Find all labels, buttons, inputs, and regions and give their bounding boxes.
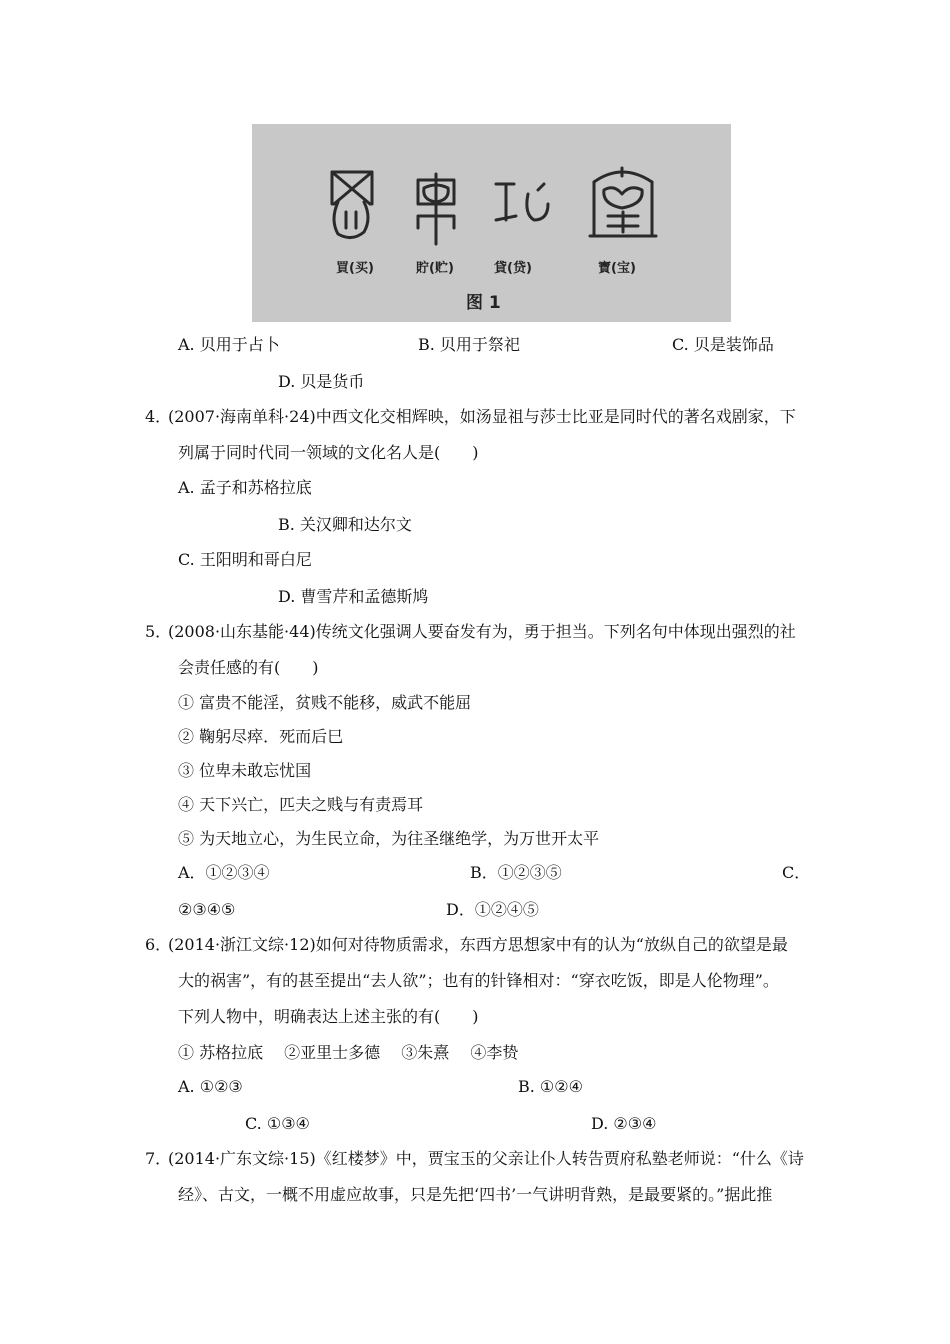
q5-item-3: ③ 位卑未敢忘忧国 [178, 761, 312, 780]
q6-stem-line2: 大的祸害”，有的甚至提出“去人欲”；也有的针锋相对：“穿衣吃饭，即是人伦物理”。 [178, 971, 779, 990]
q6-number: 6． [145, 935, 172, 954]
q4-option-d: D. 曹雪芹和孟德斯鸠 [278, 587, 429, 606]
figure-caption: 图 1 [466, 293, 501, 313]
figure-char-label-4: 寶(宝) [598, 261, 636, 276]
q3-option-b: B. 贝用于祭祀 [418, 335, 520, 354]
q3-option-c: C. 贝是装饰品 [672, 335, 774, 354]
q6-option-a: A. ①②③ [178, 1077, 243, 1096]
figure-char-label-3: 貸(贷) [494, 261, 532, 276]
q4-option-c: C. 王阳明和哥白尼 [178, 550, 312, 569]
q3-option-a: A. 贝用于占卜 [178, 335, 280, 354]
q6-items: ① 苏格拉底 ②亚里士多德 ③朱熹 ④李贽 [178, 1043, 519, 1062]
q5-option-b: B．①②③⑤ [470, 863, 562, 882]
q3-option-d: D. 贝是货币 [278, 372, 365, 391]
q7-stem-line2: 经》、古文，一概不用虚应故事，只是先把‘四书’一气讲明背熟，是最要紧的。”据此推 [178, 1185, 773, 1204]
q6-option-b: B. ①②④ [518, 1077, 583, 1096]
q5-item-2: ② 鞠躬尽瘁．死而后巳 [178, 727, 344, 746]
q7-stem-line1: (2014·广东文综·15)《红楼梦》中，贾宝玉的父亲让仆人转告贾府私塾老师说：“什么《诗 [168, 1149, 804, 1168]
q6-stem-line3: 下列人物中，明确表达上述主张的有( ) [178, 1007, 479, 1026]
q5-item-4: ④ 天下兴亡，匹夫之贱与有责焉耳 [178, 795, 424, 814]
q4-option-b: B. 关汉卿和达尔文 [278, 515, 412, 534]
oracle-characters-figure [252, 124, 731, 322]
q6-stem-line1: (2014·浙江文综·12)如何对待物质需求，东西方思想家中有的认为“放纵自己的欲望是最 [168, 935, 788, 954]
q5-stem-line1: (2008·山东基能·44)传统文化强调人要奋发有为，勇于担当。下列名句中体现出强烈的社 [168, 622, 796, 641]
q5-stem-line2: 会责任感的有( ) [178, 658, 319, 677]
q5-item-5: ⑤ 为天地立心，为生民立命，为往圣继绝学，为万世开太平 [178, 829, 600, 848]
q6-option-c: C. ①③④ [245, 1114, 310, 1133]
q7-number: 7． [145, 1149, 172, 1168]
q5-item-1: ① 富贵不能淫，贫贱不能移，威武不能屈 [178, 693, 472, 712]
figure-char-label-1: 買(买) [336, 261, 374, 276]
q5-option-c: C． [782, 863, 811, 882]
q4-stem-line2: 列属于同时代同一领域的文化名人是( ) [178, 443, 479, 462]
q4-stem-line1: (2007·海南单科·24)中西文化交相辉映，如汤显祖与莎士比亚是同时代的著名戏剧家，下 [168, 407, 796, 426]
q5-number: 5． [145, 622, 172, 641]
q5-option-a: A．①②③④ [178, 863, 270, 882]
q5-option-d: D．①②④⑤ [446, 900, 539, 919]
q4-option-a: A. 孟子和苏格拉底 [178, 478, 312, 497]
figure-char-label-2: 貯(贮) [416, 261, 454, 276]
q6-option-d: D. ②③④ [591, 1114, 657, 1133]
q4-number: 4． [145, 407, 172, 426]
q5-option-c-continued: ②③④⑤ [178, 900, 236, 919]
